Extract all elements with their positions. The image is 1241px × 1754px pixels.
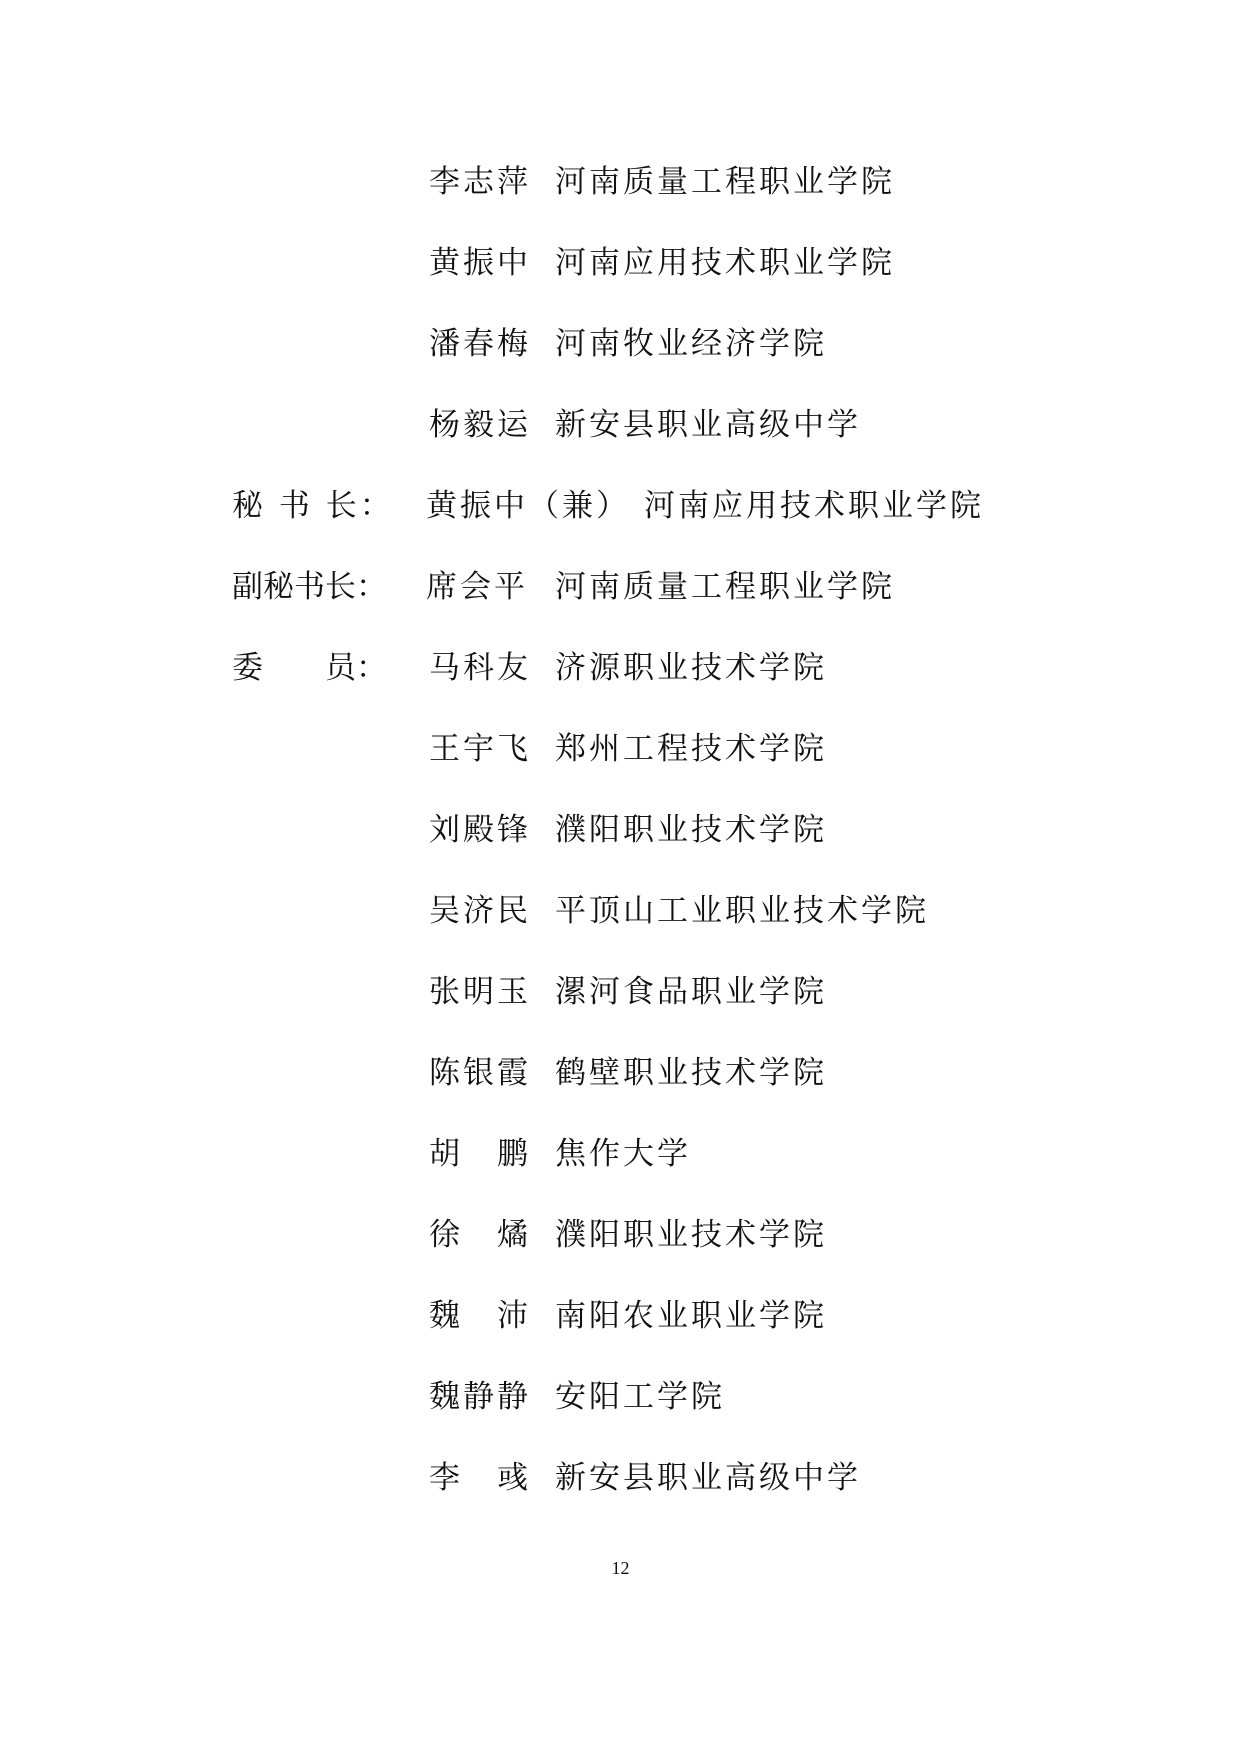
member-row — [0, 400, 1241, 450]
member-organization: 济源职业技术学院 — [555, 650, 827, 686]
member-organization: 河南质量工程职业学院 — [555, 164, 895, 200]
committee-member-row — [0, 643, 1241, 693]
committee-member-row — [0, 967, 1241, 1017]
member-name: 潘春梅 — [429, 326, 531, 362]
member-organization: 河南质量工程职业学院 — [555, 569, 895, 605]
member-name: 杨毅运 — [429, 407, 531, 443]
member-name: 李志萍 — [429, 164, 531, 200]
member-organization: 新安县职业高级中学 — [555, 407, 861, 443]
member-organization: 南阳农业职业学院 — [555, 1298, 827, 1334]
member-name: 陈银霞 — [429, 1055, 531, 1091]
member-name: 王宇飞 — [429, 731, 531, 767]
role-label: 委 员： — [232, 650, 387, 686]
member-name: 吴济民 — [429, 893, 531, 929]
member-row — [0, 157, 1241, 207]
member-organization: 河南牧业经济学院 — [555, 326, 827, 362]
member-name: 黄振中 — [429, 245, 531, 281]
member-name: 马科友 — [429, 650, 531, 686]
member-organization: 安阳工学院 — [555, 1379, 725, 1415]
member-organization: 平顶山工业职业技术学院 — [555, 893, 929, 929]
page-number: 12 — [611, 1558, 630, 1578]
member-name: 席会平 — [426, 569, 528, 605]
member-name: 徐 燏 — [429, 1217, 531, 1253]
member-name: 胡 鹏 — [429, 1136, 531, 1172]
member-organization: 濮阳职业技术学院 — [555, 1217, 827, 1253]
role-label: 副秘书长： — [232, 569, 387, 605]
member-organization: 河南应用技术职业学院 — [644, 488, 984, 524]
member-organization: 焦作大学 — [555, 1136, 691, 1172]
member-name: 魏静静 — [429, 1379, 531, 1415]
committee-member-row — [0, 724, 1241, 774]
role-label: 秘 书 长： — [232, 488, 394, 524]
committee-member-row — [0, 1210, 1241, 1260]
deputy-secretary-general-row — [0, 562, 1241, 612]
committee-member-row — [0, 1129, 1241, 1179]
committee-member-row — [0, 1372, 1241, 1422]
member-organization: 新安县职业高级中学 — [555, 1460, 861, 1496]
member-row — [0, 238, 1241, 288]
member-organization: 濮阳职业技术学院 — [555, 812, 827, 848]
member-name: 刘殿锋 — [429, 812, 531, 848]
member-name: 李 彧 — [429, 1460, 531, 1496]
member-name: 黄振中（兼） — [426, 488, 630, 524]
member-organization: 漯河食品职业学院 — [555, 974, 827, 1010]
member-organization: 郑州工程技术学院 — [555, 731, 827, 767]
committee-member-row — [0, 1291, 1241, 1341]
committee-member-row — [0, 1048, 1241, 1098]
committee-member-row — [0, 805, 1241, 855]
committee-member-row — [0, 886, 1241, 936]
committee-member-row — [0, 1453, 1241, 1503]
member-row — [0, 319, 1241, 369]
secretary-general-row — [0, 481, 1241, 531]
member-name: 魏 沛 — [429, 1298, 531, 1334]
member-organization: 鹤壁职业技术学院 — [555, 1055, 827, 1091]
member-organization: 河南应用技术职业学院 — [555, 245, 895, 281]
member-name: 张明玉 — [429, 974, 531, 1010]
